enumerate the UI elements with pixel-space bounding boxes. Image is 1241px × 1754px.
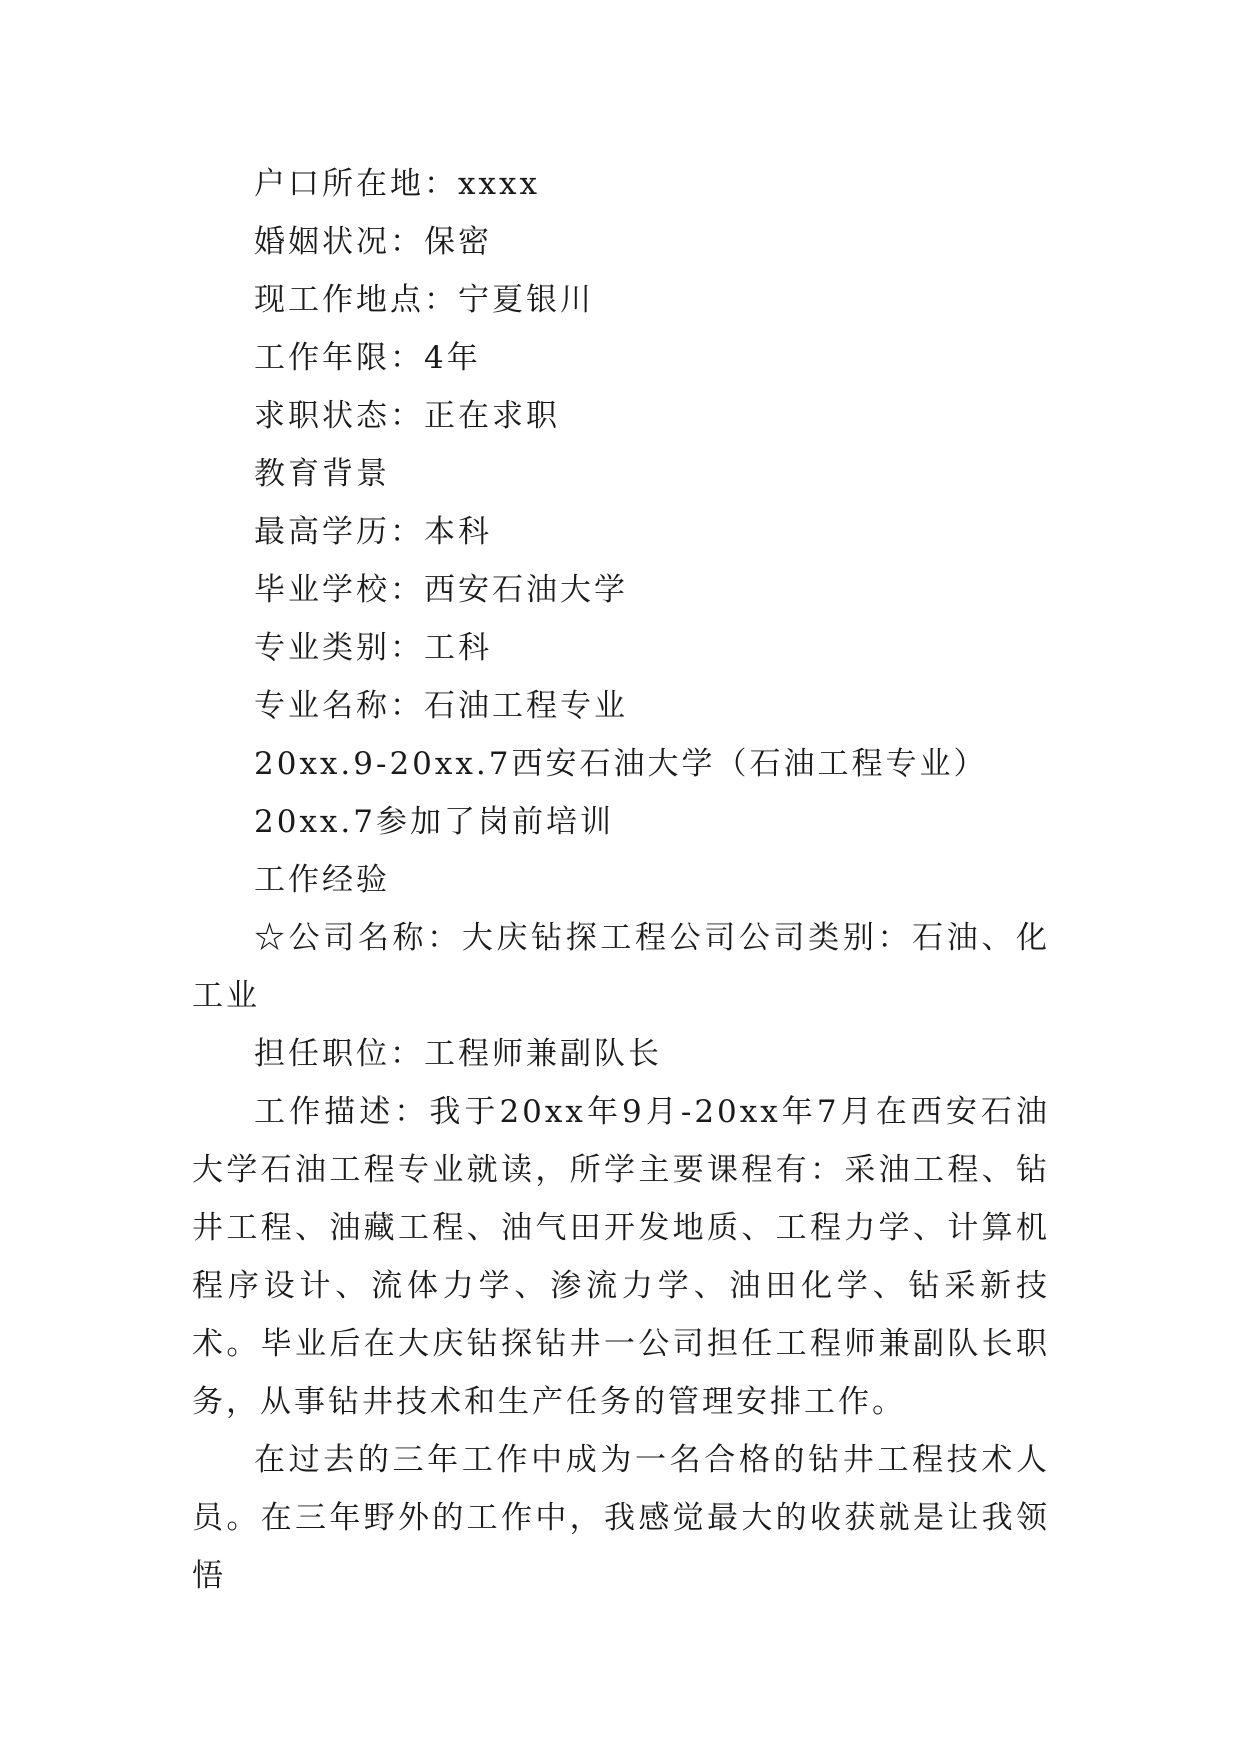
paragraph-study-period: 20xx.9-20xx.7西安石油大学（石油工程专业） xyxy=(254,746,988,782)
paragraph-job-status: 求职状态：正在求职 xyxy=(254,398,560,434)
paragraph-company: ☆公司名称：大庆钻探工程公司公司类别：石油、化工业 xyxy=(192,920,1050,1014)
paragraph-major-category: 专业类别：工科 xyxy=(254,630,492,666)
paragraph-job-description: 工作描述：我于20xx年9月-20xx年7月在西安石油大学石油工程专业就读，所学主要课程有：采油工程、钻井工程、油藏工程、油气田开发地质、工程力学、计算机程序设计、流体力学、渗流力学、油田化学、钻采新技术。毕业后在大庆钻探钻井一公司担任工程师兼副队长职务，从事钻井技术和生产任务的管理安排工作。 xyxy=(192,1094,1050,1420)
document-body xyxy=(192,155,1050,1605)
paragraph-marital-status: 婚姻状况：保密 xyxy=(254,224,492,260)
paragraph-reflection: 在过去的三年工作中成为一名合格的钻井工程技术人员。在三年野外的工作中，我感觉最大的收获就是让我领悟 xyxy=(192,1442,1050,1594)
paragraph-work-location: 现工作地点：宁夏银川 xyxy=(254,282,594,318)
heading-work-experience: 工作经验 xyxy=(254,862,390,898)
heading-education: 教育背景 xyxy=(254,456,390,492)
paragraph-work-years: 工作年限：4年 xyxy=(254,340,481,376)
paragraph-school: 毕业学校：西安石油大学 xyxy=(254,572,628,608)
paragraph-hukou: 户口所在地：xxxx xyxy=(254,166,540,202)
paragraph-major-name: 专业名称：石油工程专业 xyxy=(254,688,628,724)
paragraph-degree: 最高学历：本科 xyxy=(254,514,492,550)
paragraph-training: 20xx.7参加了岗前培训 xyxy=(254,804,614,840)
paragraph-position: 担任职位：工程师兼副队长 xyxy=(254,1036,662,1072)
